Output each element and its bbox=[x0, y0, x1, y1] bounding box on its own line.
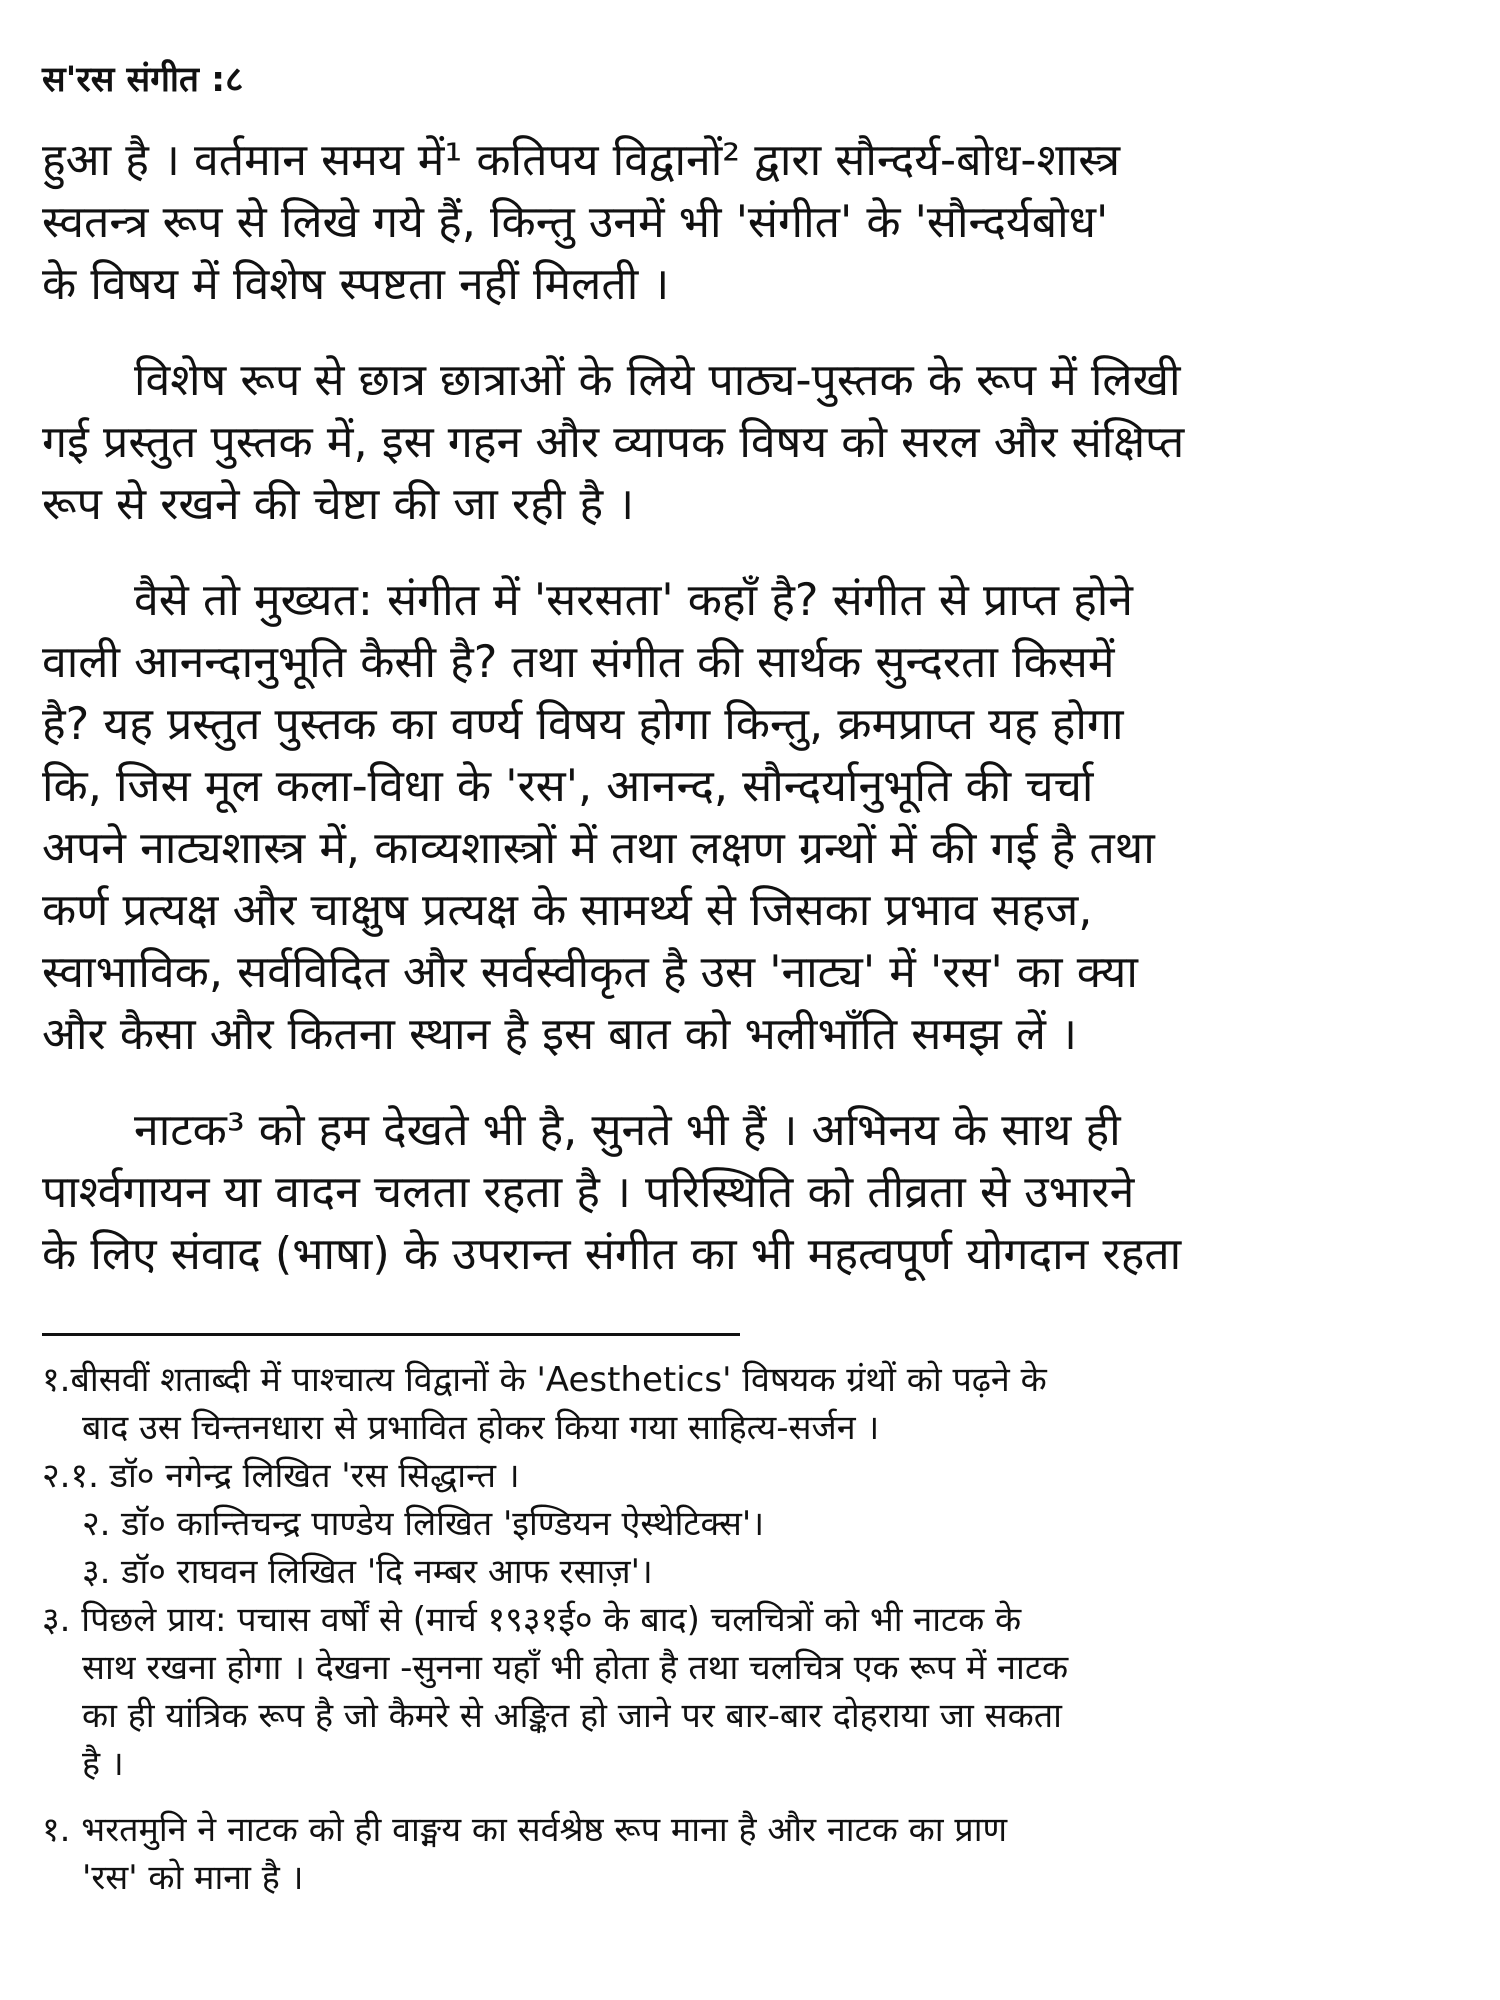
footnotes bbox=[42, 1356, 1462, 1902]
text-line: विशेष रूप से छात्र छात्राओं के लिये पाठ्य-पुस्तक के रूप में लिखी bbox=[134, 355, 1181, 406]
text-line: स्वाभाविक, सर्वविदित और सर्वस्वीकृत है उस 'नाट्य' में 'रस' का क्या bbox=[42, 947, 1138, 998]
running-header: स'रस संगीत :८ bbox=[42, 60, 244, 100]
footnote-line: २. डॉ० कान्तिचन्द्र पाण्डेय लिखित 'इण्डियन ऐस्थेटिक्स'। bbox=[82, 1504, 765, 1544]
footnote-1 bbox=[42, 1356, 1462, 1452]
footnote-divider bbox=[42, 1333, 740, 1336]
footnote-spacer bbox=[42, 1788, 1462, 1806]
footnote-line: है । bbox=[82, 1744, 124, 1784]
text-line: नाटक³ को हम देखते भी है, सुनते भी हैं । अभिनय के साथ ही bbox=[134, 1105, 1121, 1156]
text-line: कर्ण प्रत्यक्ष और चाक्षुष प्रत्यक्ष के सामर्थ्य से जिसका प्रभाव सहज, bbox=[42, 885, 1093, 936]
footnote-line: ३. पिछले प्राय: पचास वर्षों से (मार्च १९३१ई० के बाद) चलचित्रों को भी नाटक के bbox=[42, 1600, 1022, 1640]
body-text bbox=[42, 130, 1462, 1286]
footnote-3 bbox=[42, 1596, 1462, 1788]
paragraph-2 bbox=[42, 350, 1462, 536]
text-line: के लिए संवाद (भाषा) के उपरान्त संगीत का भी महत्वपूर्ण योगदान रहता bbox=[42, 1229, 1182, 1280]
text-line: है? यह प्रस्तुत पुस्तक का वर्ण्य विषय होगा किन्तु, क्रमप्राप्त यह होगा bbox=[42, 699, 1124, 750]
text-line: कि, जिस मूल कला-विधा के 'रस', आनन्द, सौन्दर्यानुभूति की चर्चा bbox=[42, 761, 1094, 812]
footnote-line: २.१. डॉ० नगेन्द्र लिखित 'रस सिद्धान्त । bbox=[42, 1456, 520, 1496]
footnote-line: बाद उस चिन्तनधारा से प्रभावित होकर किया गया साहित्य-सर्जन । bbox=[82, 1408, 880, 1448]
footnote-line: ३. डॉ० राघवन लिखित 'दि नम्बर आफ रसाज़'। bbox=[82, 1552, 653, 1592]
text-line: पार्श्वगायन या वादन चलता रहता है । परिस्थिति को तीव्रता से उभारने bbox=[42, 1167, 1135, 1218]
text-line: रूप से रखने की चेष्टा की जा रही है । bbox=[42, 479, 635, 530]
text-line: अपने नाट्यशास्त्र में, काव्यशास्त्रों में तथा लक्षण ग्रन्थों में की गई है तथा bbox=[42, 823, 1155, 874]
text-line: हुआ है । वर्तमान समय में¹ कतिपय विद्वानों² द्वारा सौन्दर्य-बोध-शास्त्र bbox=[42, 135, 1121, 186]
paragraph-spacer bbox=[42, 316, 1462, 350]
paragraph-3 bbox=[42, 570, 1462, 1066]
footnote-4 bbox=[42, 1806, 1462, 1902]
footnote-2 bbox=[42, 1452, 1462, 1596]
footnote-line: साथ रखना होगा । देखना -सुनना यहाँ भी होता है तथा चलचित्र एक रूप में नाटक bbox=[82, 1648, 1069, 1688]
paragraph-4 bbox=[42, 1100, 1462, 1286]
text-line: और कैसा और कितना स्थान है इस बात को भलीभाँति समझ लें । bbox=[42, 1009, 1077, 1060]
text-line: स्वतन्त्र रूप से लिखे गये हैं, किन्तु उनमें भी 'संगीत' के 'सौन्दर्यबोध' bbox=[42, 197, 1109, 248]
footnote-line: १. भरतमुनि ने नाटक को ही वाङ्मय का सर्वश्रेष्ठ रूप माना है और नाटक का प्राण bbox=[42, 1810, 1008, 1850]
paragraph-1 bbox=[42, 130, 1462, 316]
footnote-line: का ही यांत्रिक रूप है जो कैमरे से अङ्कित हो जाने पर बार-बार दोहराया जा सकता bbox=[82, 1696, 1062, 1736]
footnote-line: १.बीसवीं शताब्दी में पाश्चात्य विद्वानों के 'Aesthetics' विषयक ग्रंथों को पढ़ने के bbox=[42, 1360, 1047, 1400]
footnote-line: 'रस' को माना है । bbox=[82, 1858, 304, 1898]
text-line: वाली आनन्दानुभूति कैसी है? तथा संगीत की सार्थक सुन्दरता किसमें bbox=[42, 637, 1115, 688]
paragraph-spacer bbox=[42, 536, 1462, 570]
text-line: गई प्रस्तुत पुस्तक में, इस गहन और व्यापक विषय को सरल और संक्षिप्त bbox=[42, 417, 1185, 468]
paragraph-spacer bbox=[42, 1066, 1462, 1100]
text-line: के विषय में विशेष स्पष्टता नहीं मिलती । bbox=[42, 259, 670, 310]
text-line: वैसे तो मुख्यत: संगीत में 'सरसता' कहाँ है? संगीत से प्राप्त होने bbox=[134, 575, 1133, 626]
